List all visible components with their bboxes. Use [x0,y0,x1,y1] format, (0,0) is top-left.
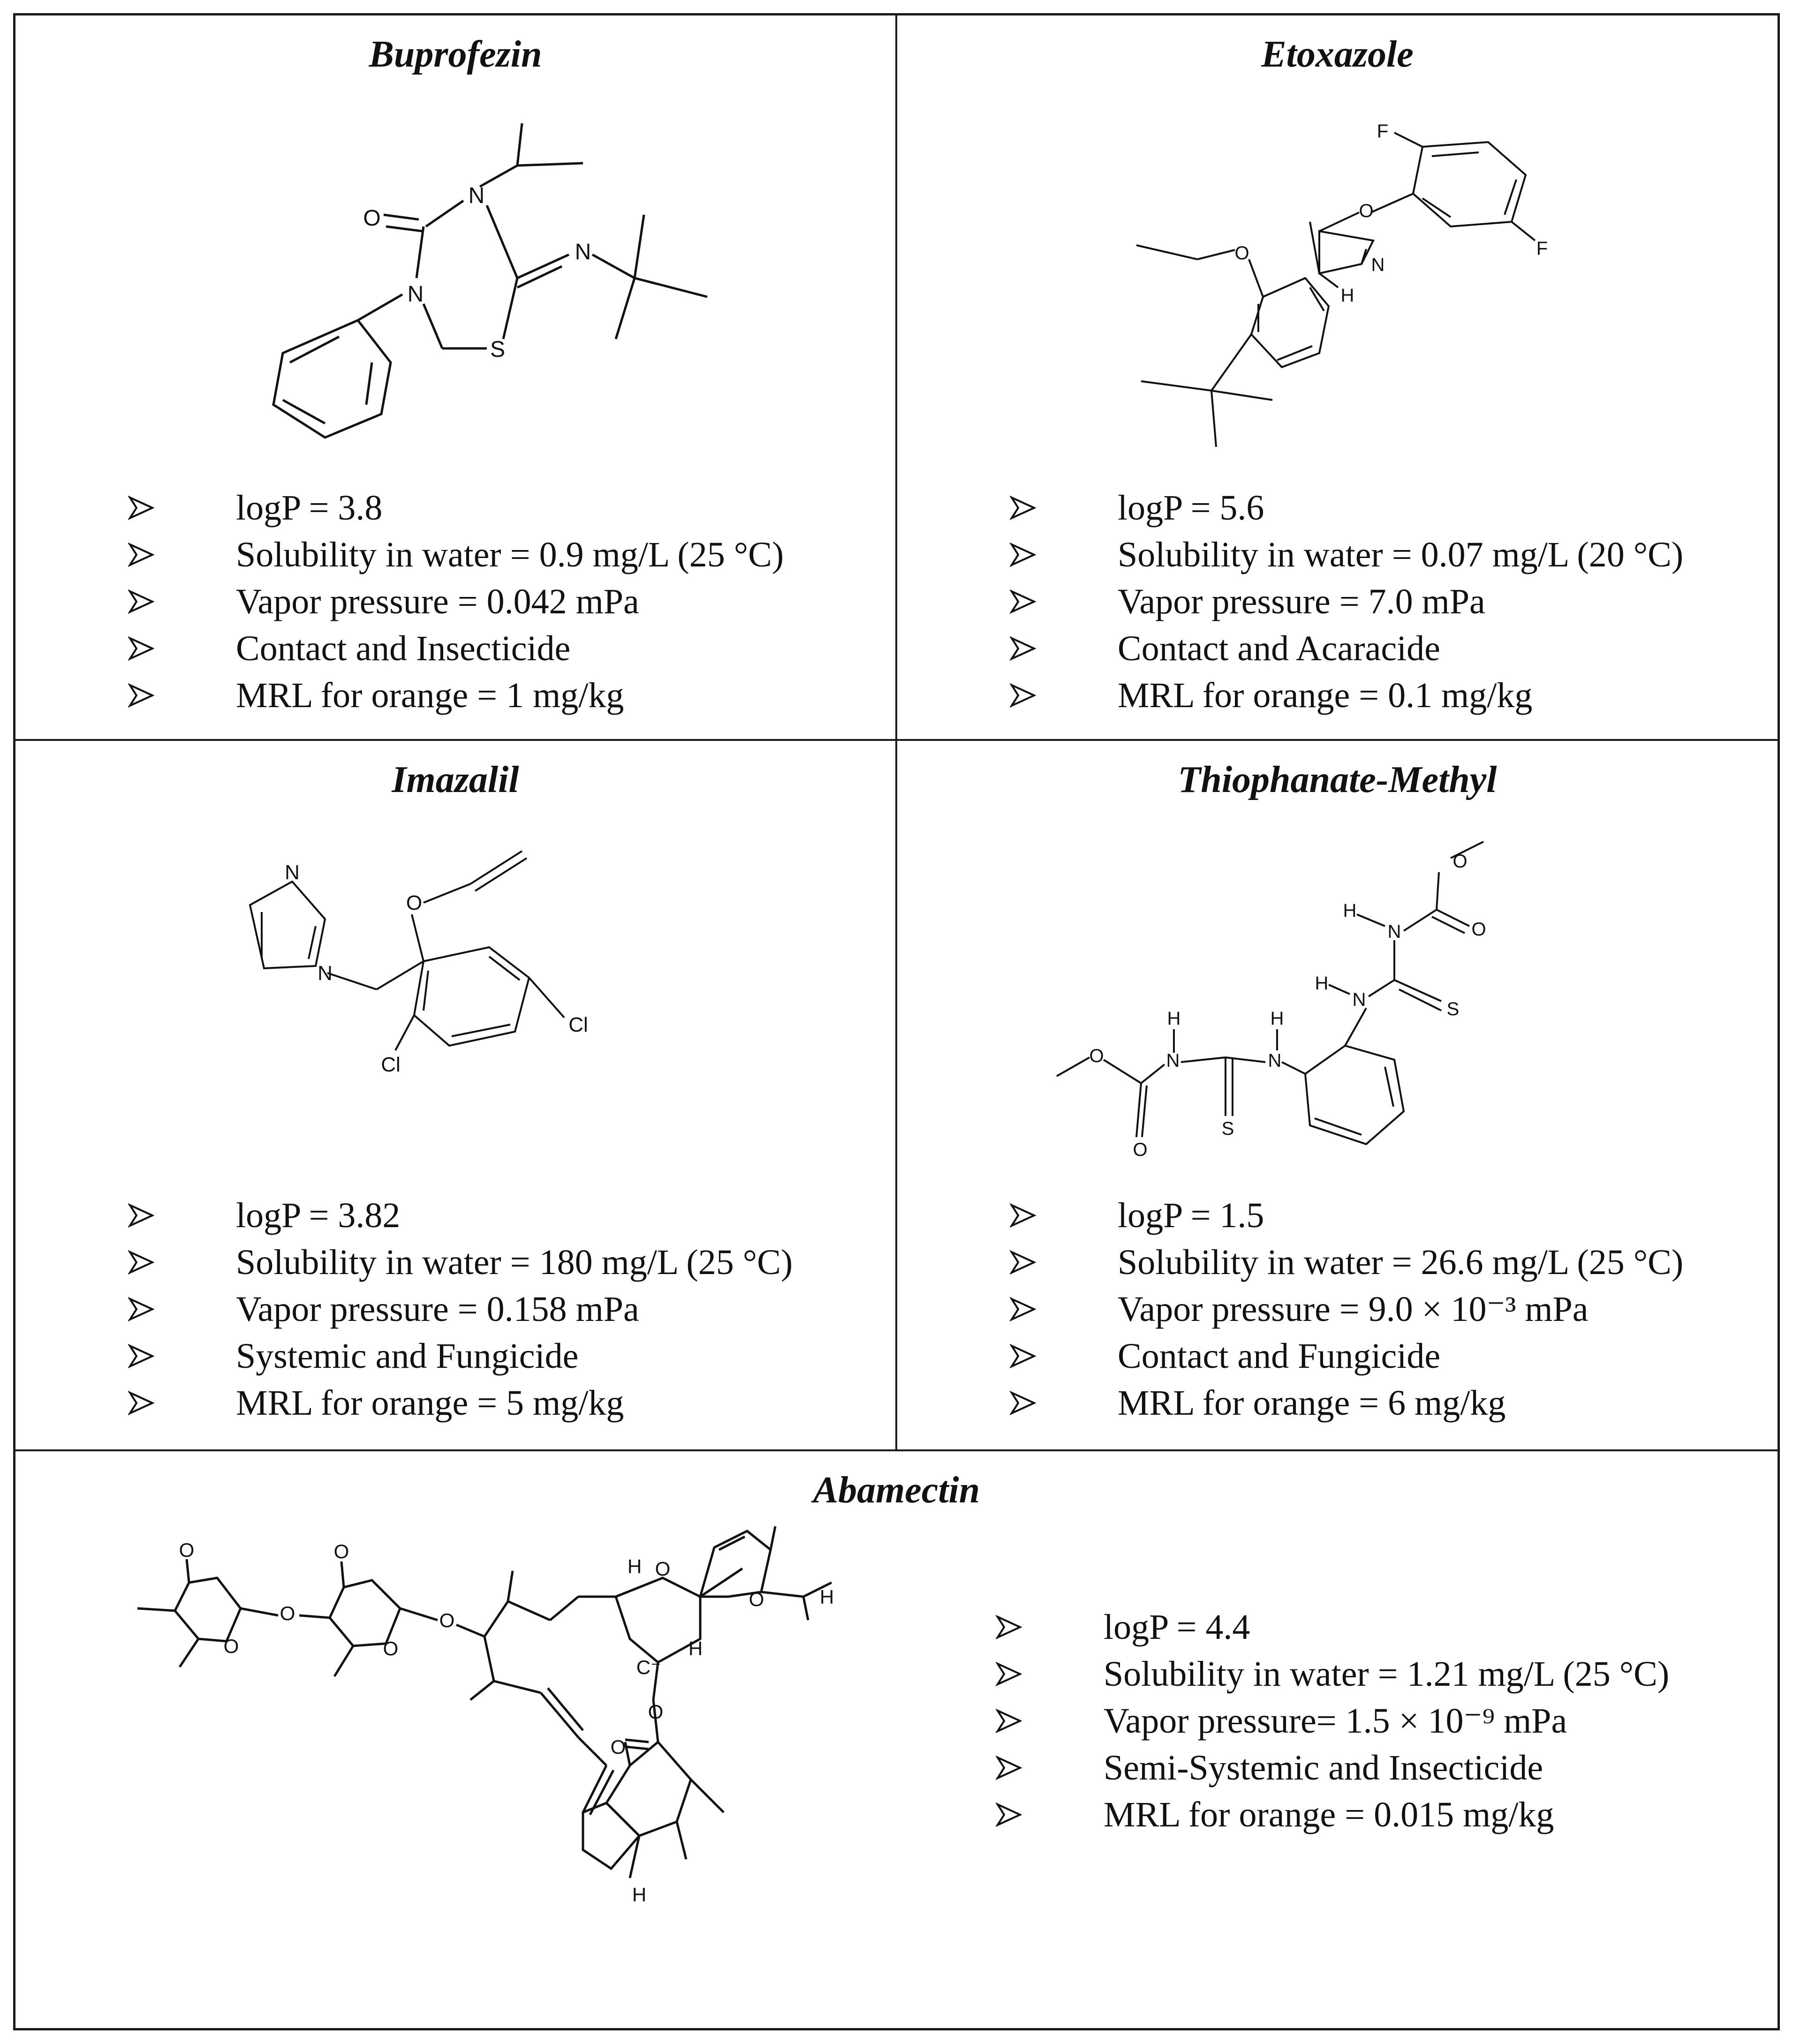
property-text: MRL for orange = 0.1 mg/kg [1118,676,1533,715]
property-text: Solubility in water = 0.07 mg/L (20 °C) [1118,535,1684,574]
compound-title: Abamectin [813,1470,980,1511]
property-item [1010,578,1683,625]
arrowhead-bullet-icon [1010,1333,1038,1380]
property-item [1010,1286,1683,1333]
arrowhead-bullet-icon [996,1697,1024,1744]
property-text: Systemic and Fungicide [236,1336,579,1376]
property-item [128,531,784,578]
atom-label: F [1377,121,1389,142]
atom-label: H [1167,1008,1181,1029]
property-item [128,1192,793,1239]
cell-buprofezin [15,15,895,739]
property-item [1010,625,1683,672]
property-text: Contact and Fungicide [1118,1336,1441,1376]
property-text: MRL for orange = 5 mg/kg [236,1383,624,1423]
arrowhead-bullet-icon [128,625,156,672]
cell-imazalil [15,741,895,1449]
arrowhead-bullet-icon [128,1380,156,1426]
property-text: logP = 1.5 [1118,1196,1264,1235]
property-text: Vapor pressure = 7.0 mPa [1118,582,1485,621]
arrowhead-bullet-icon [1010,484,1038,531]
atom-label: N [468,183,485,208]
arrowhead-bullet-icon [128,1239,156,1286]
atom-label: O [655,1558,671,1580]
property-item [128,484,784,531]
atom-label: O [333,1540,349,1562]
property-item [128,1380,793,1426]
thiophanate-methyl-structure-diagram [1057,839,1573,1177]
atom-label: O [383,1637,399,1659]
property-text: MRL for orange = 0.015 mg/kg [1104,1795,1554,1834]
atom-label: H [1270,1008,1284,1029]
imazalil-structure-diagram [227,849,696,1177]
atom-label: Cl [381,1053,401,1076]
arrowhead-bullet-icon [128,1286,156,1333]
compound-title: Buprofezin [369,34,542,75]
atom-label: O [1234,243,1249,264]
arrowhead-bullet-icon [128,484,156,531]
atom-label: O [223,1635,239,1657]
atom-label: O [1453,851,1468,872]
atom-label: N [318,962,333,985]
atom-label: O [648,1701,664,1723]
property-text: Vapor pressure= 1.5 × 10⁻⁹ mPa [1104,1701,1567,1741]
arrowhead-bullet-icon [1010,1380,1038,1426]
arrowhead-bullet-icon [1010,1192,1038,1239]
property-item [996,1744,1669,1791]
property-text: logP = 5.6 [1118,488,1264,528]
atom-label: H [1315,973,1329,994]
arrowhead-bullet-icon [996,1604,1024,1651]
property-text: Contact and Insecticide [236,629,571,668]
compound-title: Thiophanate-Methyl [1178,759,1497,800]
atom-label: H [819,1586,834,1608]
atom-label: O [179,1539,195,1561]
atom-label: N [407,282,424,307]
atom-label: H [1340,285,1354,306]
abamectin-structure [109,1522,953,2019]
property-text: Solubility in water = 26.6 mg/L (25 °C) [1118,1243,1684,1282]
property-item [1010,531,1683,578]
property-text: Solubility in water = 180 mg/L (25 °C) [236,1243,793,1282]
atom-label: F [1536,238,1548,259]
cell-abamectin [15,1451,1778,2028]
compound-title: Etoxazole [1261,34,1414,75]
atom-label: N [575,240,591,264]
table-border-right [1778,13,1780,2030]
property-item [128,1333,793,1380]
atom-label: H [627,1555,642,1577]
imazalil-structure [227,849,696,1177]
arrowhead-bullet-icon [996,1651,1024,1697]
property-item [128,1239,793,1286]
property-item [128,625,784,672]
property-item [1010,672,1683,719]
property-text: MRL for orange = 6 mg/kg [1118,1383,1506,1423]
property-list [1010,484,1683,719]
property-item [1010,1333,1683,1380]
atom-label: S [1446,999,1460,1019]
atom-label: N [1352,989,1366,1010]
property-text: Semi-Systemic and Insecticide [1104,1748,1543,1788]
atom-label: C⁻ [636,1656,661,1678]
arrowhead-bullet-icon [1010,578,1038,625]
atom-label: O [1089,1046,1104,1066]
property-item [1010,1239,1683,1286]
atom-label: N [1387,921,1401,942]
property-item [128,672,784,719]
cell-etoxazole [897,15,1778,739]
property-item [1010,484,1683,531]
property-item [996,1697,1669,1744]
property-text: logP = 3.82 [236,1196,401,1235]
arrowhead-bullet-icon [996,1791,1024,1838]
atom-label: O [1133,1139,1148,1160]
property-text: logP = 3.8 [236,488,383,528]
thiophanate-methyl-structure [1057,839,1573,1177]
atom-label: N [1166,1050,1180,1071]
property-list [128,1192,793,1426]
buprofezin-structure-diagram [217,100,733,484]
property-item [996,1791,1669,1838]
atom-label: O [749,1588,764,1610]
atom-label: Cl [568,1013,588,1036]
atom-label: S [1221,1118,1234,1139]
arrowhead-bullet-icon [128,1192,156,1239]
property-item [996,1604,1669,1651]
atom-label: H [688,1637,703,1659]
atom-label: O [406,891,423,914]
atom-label: N [1268,1050,1282,1071]
property-text: Solubility in water = 0.9 mg/L (25 °C) [236,535,784,574]
arrowhead-bullet-icon [1010,672,1038,719]
property-text: Contact and Acaracide [1118,629,1440,668]
property-item [128,1286,793,1333]
atom-label: H [1343,900,1357,921]
buprofezin-structure [217,100,733,484]
atom-label: N [1371,255,1385,275]
arrowhead-bullet-icon [996,1744,1024,1791]
property-list [996,1604,1669,1838]
arrowhead-bullet-icon [128,1333,156,1380]
atom-label: O [439,1609,455,1631]
arrowhead-bullet-icon [128,578,156,625]
arrowhead-bullet-icon [128,672,156,719]
property-text: MRL for orange = 1 mg/kg [236,676,624,715]
property-text: logP = 4.4 [1104,1607,1250,1647]
arrowhead-bullet-icon [1010,1239,1038,1286]
abamectin-structure-diagram [109,1522,953,2019]
property-item [128,578,784,625]
cell-thiophanate-methyl [897,741,1778,1449]
property-text: Vapor pressure = 0.158 mPa [236,1290,639,1329]
property-list [128,484,784,719]
atom-label: O [1471,919,1486,940]
atom-label: O [1359,201,1374,221]
atom-label: O [280,1602,295,1624]
etoxazole-structure [1122,119,1548,484]
property-list [1010,1192,1683,1426]
property-item [1010,1380,1683,1426]
arrowhead-bullet-icon [1010,625,1038,672]
atom-label: O [610,1736,626,1758]
property-text: Solubility in water = 1.21 mg/L (25 °C) [1104,1654,1670,1694]
property-item [1010,1192,1683,1239]
property-text: Vapor pressure = 9.0 × 10⁻³ mPa [1118,1290,1589,1329]
arrowhead-bullet-icon [1010,531,1038,578]
property-text: Vapor pressure = 0.042 mPa [236,582,639,621]
arrowhead-bullet-icon [128,531,156,578]
property-item [996,1651,1669,1697]
atom-label: H [632,1884,647,1906]
atom-label: O [363,206,381,231]
compound-title: Imazalil [392,759,519,800]
etoxazole-structure-diagram [1122,119,1548,484]
arrowhead-bullet-icon [1010,1286,1038,1333]
atom-label: N [285,861,300,884]
atom-label: S [490,337,506,362]
table-border-bottom [13,2028,1780,2030]
